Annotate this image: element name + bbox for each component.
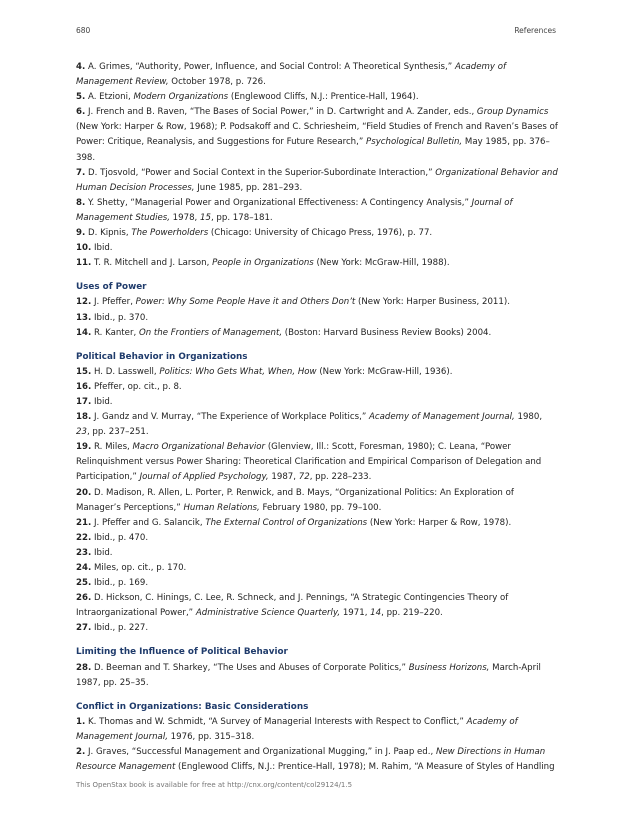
reference-title-italic: Human Relations, <box>183 502 260 513</box>
reference-number: 7. <box>76 167 86 178</box>
reference-text: (Englewood Cliffs, N.J.: Prentice-Hall, 1978); M. Rahim, “A Measure of Styles of Handling <box>175 762 555 773</box>
reference-number: 5. <box>76 92 86 103</box>
reference-entry <box>76 105 558 165</box>
reference-title-italic: Group Dynamics <box>476 107 549 118</box>
reference-entry <box>76 576 558 591</box>
reference-text: (New York: Harper & Row, 1978). <box>367 517 512 528</box>
reference-number: 6. <box>76 107 86 118</box>
reference-title-italic: New Directions in Human Resource Management <box>76 747 546 773</box>
reference-text: Miles, op. cit., p. 170. <box>93 563 187 573</box>
reference-title-italic: 23 <box>76 427 87 438</box>
reference-number: 17. <box>76 396 92 407</box>
reference-entry <box>76 60 558 90</box>
section-heading: Limiting the Influence of Political Behavior <box>76 647 288 658</box>
reference-number: 28. <box>76 662 92 673</box>
reference-entry <box>76 326 558 341</box>
reference-text: Ibid., p. 227. <box>93 623 149 634</box>
reference-entry <box>76 715 558 745</box>
reference-title-italic: The Powerholders <box>131 228 209 239</box>
reference-text: 1978, <box>169 212 201 223</box>
reference-text: R. Miles, <box>93 442 133 453</box>
reference-text: Ibid. <box>93 243 113 254</box>
reference-entry <box>76 621 558 636</box>
reference-entry <box>76 410 558 440</box>
reference-title-italic: Administrative Science Quarterly, <box>195 608 341 619</box>
reference-entry <box>76 90 558 105</box>
reference-number: 18. <box>76 412 92 423</box>
reference-text: , pp. 219–220. <box>381 608 443 619</box>
reference-number: 15. <box>76 366 92 377</box>
reference-number: 22. <box>76 532 92 543</box>
reference-entry <box>76 295 558 310</box>
reference-entry <box>76 546 558 561</box>
reference-title-italic: The External Control of Organizations <box>205 517 368 528</box>
reference-entry <box>76 531 558 546</box>
reference-text: Ibid. <box>93 396 113 407</box>
reference-text: D. Tjosvold, “Power and Social Context in the Superior-Subordinate Interaction,” <box>87 167 436 178</box>
reference-entry <box>76 745 558 775</box>
reference-entry <box>76 196 558 226</box>
reference-entry <box>76 241 558 256</box>
references-list <box>76 60 558 775</box>
reference-number: 12. <box>76 297 92 308</box>
reference-text: K. Thomas and W. Schmidt, “A Survey of Managerial Interests with Respect to Conflict,” <box>87 716 467 727</box>
reference-entry <box>76 365 558 380</box>
reference-entry <box>76 226 558 241</box>
reference-entry <box>76 380 558 395</box>
reference-text: (New York: McGraw-Hill, 1936). <box>316 366 453 377</box>
reference-number: 23. <box>76 547 92 558</box>
reference-number: 10. <box>76 243 92 254</box>
reference-text: , pp. 178–181. <box>210 212 273 223</box>
reference-entry <box>76 661 558 691</box>
reference-text: June 1985, pp. 281–293. <box>194 182 303 193</box>
reference-text: J. Gandz and V. Murray, “The Experience of Workplace Politics,” <box>93 412 369 423</box>
reference-text: D. Madison, R. Allen, L. Porter, P. Renwick, and B. Mays, “Organizational Politics: An Exploration of Manager’s Perceptions,” <box>76 487 514 513</box>
reference-text: March-April 1987, pp. 25–35. <box>76 662 541 688</box>
reference-text: 1976, pp. 315–318. <box>167 731 255 742</box>
reference-title-italic: Macro Organizational Behavior <box>132 442 266 453</box>
reference-text: Y. Shetty, “Managerial Power and Organizational Effectiveness: A Contingency Analysis,” <box>87 197 472 208</box>
reference-text: October 1978, p. 726. <box>168 77 266 88</box>
footer-note: This OpenStax book is available for free at http://cnx.org/content/col29124/1.5 <box>76 781 353 789</box>
reference-text: Ibid., p. 370. <box>93 312 149 323</box>
reference-text: (Boston: Harvard Business Review Books) 2004. <box>282 327 492 338</box>
reference-title-italic: Psychological Bulletin, <box>366 137 463 148</box>
reference-number: 11. <box>76 258 92 269</box>
reference-title-italic: Power: Why Some People Have it and Others Don’t <box>135 297 356 308</box>
reference-number: 9. <box>76 228 86 239</box>
reference-text: D. Beeman and T. Sharkey, “The Uses and Abuses of Corporate Politics,” <box>93 662 409 673</box>
reference-title-italic: Business Horizons, <box>408 662 490 673</box>
reference-title-italic: Modern Organizations <box>133 92 229 103</box>
reference-text: (New York: Harper & Row, 1968); P. Podsakoff and C. Schriesheim, “Field Studies of French and Raven’s Bases of Power: Critique, Reanalysis, and Suggestions for Future Research,” <box>76 122 558 148</box>
reference-text: Ibid., p. 470. <box>93 532 149 543</box>
reference-text: Pfeffer, op. cit., p. 8. <box>93 381 182 392</box>
reference-number: 21. <box>76 517 92 528</box>
reference-number: 26. <box>76 593 92 604</box>
reference-title-italic: Academy of Management Review, <box>76 62 507 88</box>
reference-text: Ibid., p. 169. <box>93 578 149 589</box>
reference-text: D. Kipnis, <box>87 228 132 239</box>
reference-text: Ibid. <box>93 547 113 558</box>
reference-number: 19. <box>76 442 92 453</box>
reference-entry <box>76 561 558 576</box>
reference-entry <box>76 486 558 516</box>
reference-entry <box>76 516 558 531</box>
reference-text: (Chicago: University of Chicago Press, 1976), p. 77. <box>208 228 433 239</box>
reference-number: 1. <box>76 716 86 727</box>
reference-number: 4. <box>76 62 86 72</box>
reference-entry <box>76 591 558 621</box>
running-title: References <box>514 26 556 35</box>
reference-number: 13. <box>76 312 92 323</box>
reference-text: (New York: McGraw-Hill, 1988). <box>313 258 450 269</box>
reference-title-italic: 14 <box>370 608 382 619</box>
reference-entry <box>76 166 558 196</box>
page-number: 680 <box>76 26 91 35</box>
reference-title-italic: On the Frontiers of Management, <box>138 327 283 338</box>
reference-title-italic: Organizational Behavior and Human Decision Processes, <box>76 167 558 193</box>
reference-entry <box>76 311 558 326</box>
reference-text: A. Grimes, “Authority, Power, Influence, and Social Control: A Theoretical Synthesis,” <box>87 62 455 72</box>
reference-text: 1987, <box>268 472 299 483</box>
reference-number: 25. <box>76 578 92 589</box>
reference-text: R. Kanter, <box>93 327 139 338</box>
reference-text: H. D. Lasswell, <box>93 366 160 377</box>
reference-text: , pp. 237–251. <box>86 427 149 438</box>
reference-title-italic: Academy of Management Journal, <box>369 412 515 423</box>
reference-text: J. Pfeffer, <box>93 297 136 308</box>
reference-text: May 1985, pp. 376–398. <box>76 137 550 163</box>
reference-text: J. Graves, “Successful Management and Organizational Mugging,” in J. Paap ed., <box>87 747 436 758</box>
reference-text: February 1980, pp. 79–100. <box>259 502 382 513</box>
reference-text: (New York: Harper Business, 2011). <box>355 297 510 308</box>
reference-text: 1980, <box>514 412 543 423</box>
section-heading: Political Behavior in Organizations <box>76 351 248 362</box>
reference-number: 20. <box>76 487 92 498</box>
section-heading: Conflict in Organizations: Basic Considerations <box>76 701 309 712</box>
reference-text: J. French and B. Raven, “The Bases of Social Power,” in D. Cartwright and A. Zander, eds., <box>87 107 477 118</box>
reference-entry <box>76 256 558 271</box>
reference-number: 2. <box>76 747 86 758</box>
reference-title-italic: Academy of Management Journal, <box>76 716 518 742</box>
reference-entry <box>76 395 558 410</box>
section-heading: Uses of Power <box>76 282 147 293</box>
reference-text: , pp. 228–233. <box>309 472 372 483</box>
reference-text: 1971, <box>340 608 371 619</box>
reference-text: A. Etzioni, <box>87 92 134 103</box>
reference-number: 16. <box>76 381 92 392</box>
reference-number: 8. <box>76 197 86 208</box>
reference-title-italic: Politics: Who Gets What, When, How <box>159 366 317 377</box>
reference-title-italic: Journal of Management Studies, <box>76 197 513 223</box>
reference-text: T. R. Mitchell and J. Larson, <box>93 258 213 269</box>
reference-title-italic: Journal of Applied Psychology, <box>139 472 269 483</box>
reference-entry <box>76 440 558 485</box>
reference-title-italic: 15 <box>200 212 211 223</box>
reference-title-italic: 72 <box>298 472 310 483</box>
reference-text: (Glenview, Ill.: Scott, Foresman, 1980); C. Leana, “Power Relinquishment versus Power Sharing: Theoretical Clarification and Empirical Comparison of Delegation and Participation,” <box>76 442 542 483</box>
reference-text: J. Pfeffer and G. Salancik, <box>93 517 206 528</box>
reference-text: D. Hickson, C. Hinings, C. Lee, R. Schneck, and J. Pennings, “A Strategic Contingencies Theory of Intraorganizational Power,” <box>76 593 509 619</box>
reference-text: (Englewood Cliffs, N.J.: Prentice-Hall, 1964). <box>228 92 419 103</box>
reference-number: 24. <box>76 563 92 573</box>
reference-number: 27. <box>76 623 92 634</box>
reference-number: 14. <box>76 327 92 338</box>
reference-title-italic: People in Organizations <box>212 258 314 269</box>
